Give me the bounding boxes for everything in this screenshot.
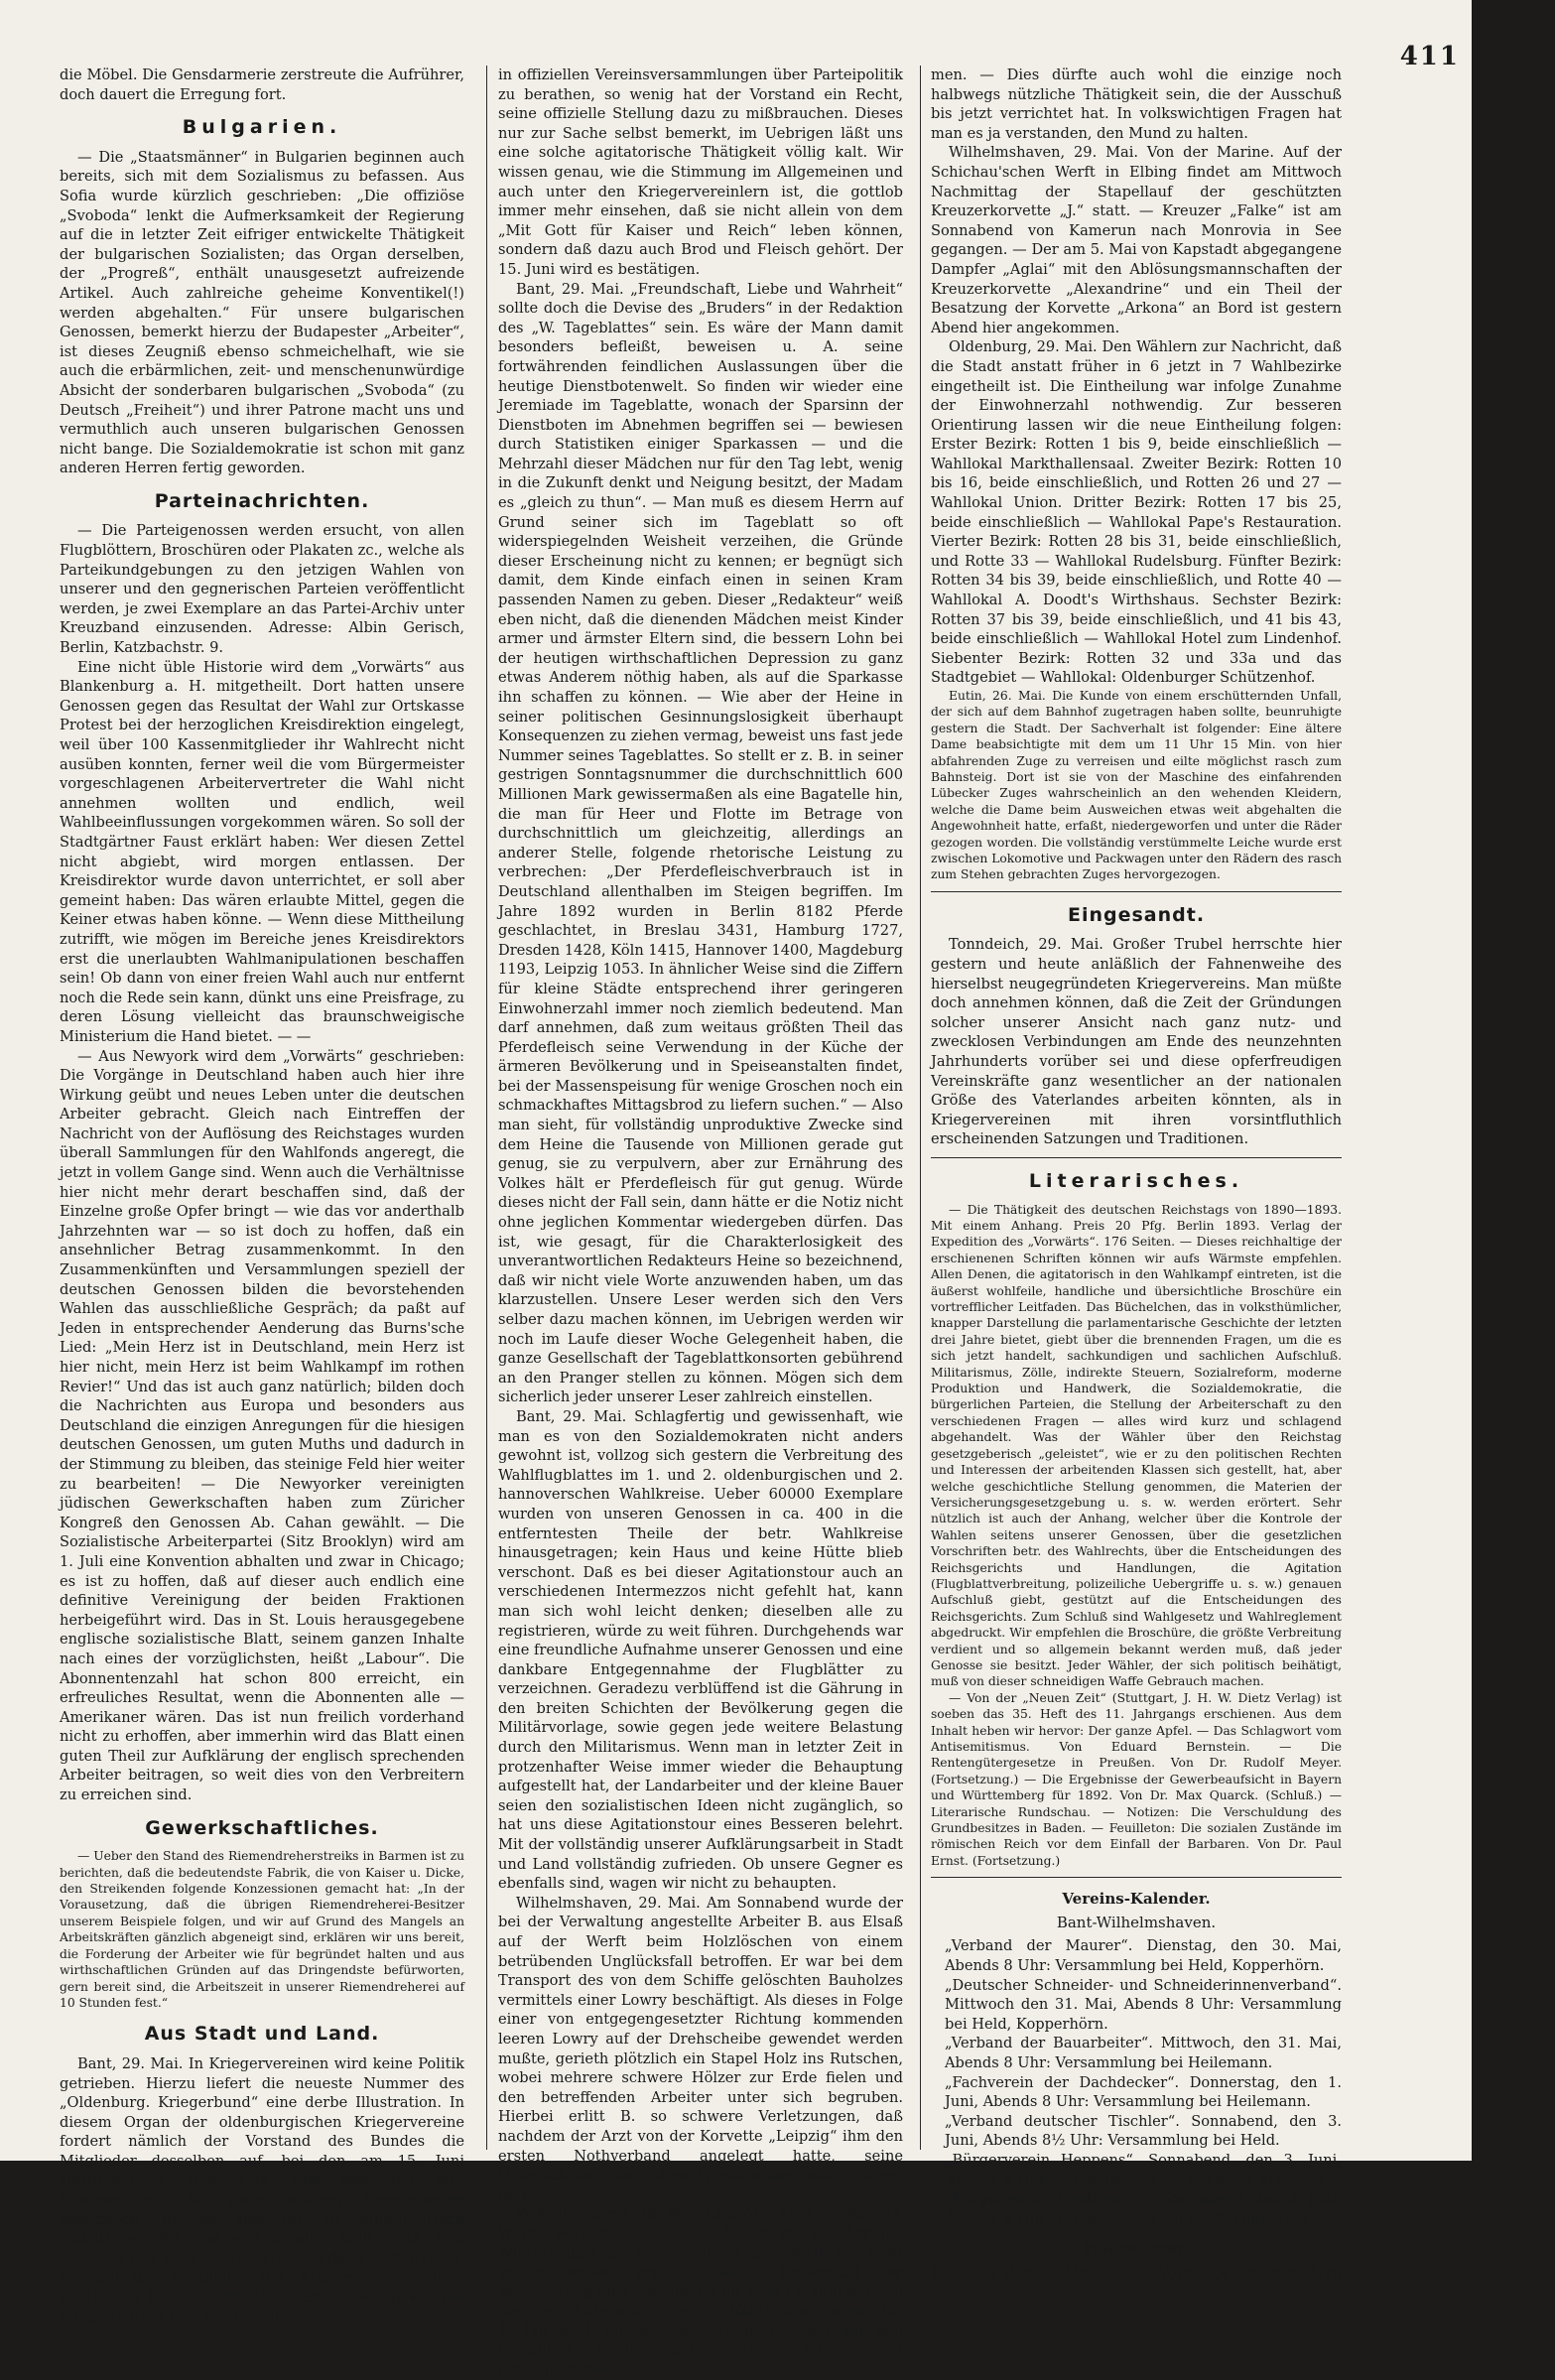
article-text: — Die Parteigenossen werden ersucht, von allen Flugblöttern, Broschüren oder Plakaten zc., welche als Parteikundgebungen zu den jetzigen Wahlen von unserer und den gegnerischen Parteien veröffentlicht werden, je zwei Exemplare an das Partei-Archiv unter Kreuzband einzusenden. Adresse: Albin Gerisch, Berlin, Katzbachstr. 9. <box>60 522 464 657</box>
section-heading-stadt-und-land: Aus Stadt und Land. <box>144 2023 380 2046</box>
article-text: — Die „Staatsmänner“ in Bulgarien beginnen auch bereits, sich mit dem Sozialismus zu befassen. Aus Sofia wurde kürzlich geschrieben: „Die offiziöse „Svoboda“ lenkt die Aufmerksamkeit der Regierung auf die in letzter Zeit eifriger entwickelte Thätigkeit der bulgarischen Sozialisten; das Organ derselben, der „Progreß“, enthält unausgesetzt aufreizende Artikel. Auch zahlreiche geheime Konventikel(!) werden abgehalten.“ Für unsere bulgarischen Genossen, bemerkt hierzu der Budapester „Arbeiter“, ist dieses Zeugniß ebenso schmeichelhaft, wie sie auch die erbärmlichen, zeit- und menschenunwürdige Absicht der sonderbaren bulgarischen „Svoboda“ (zu Deutsch „Freiheit“) und ihrer Patrone macht uns und vermuthlich auch unseren bulgarischen Genossen nicht bange. Die Sozialdemokratie ist schon mit ganz anderen Herren fertig geworden. <box>60 148 464 477</box>
calendar-item: „Deutscher Schneider- und Schneiderinnenverband“. Mittwoch den 31. Mai, Abends 8 Uhr: Versammlung bei Held, Kopperhörn. <box>945 1976 1342 2033</box>
section-heading-eingesandt: Eingesandt. <box>1067 903 1206 926</box>
article-text: Bant, 29. Mai. In Kriegervereinen wird keine Politik getrieben. Hierzu liefert die neueste Nummer des „Oldenburg. Kriegerbund“ eine derbe Illustration. In diesem Organ der oldenburgischen Kriegervereine fordert nämlich der Vorstand des Bundes die Mitglieder desselben auf, bei den am 15. Juni stattfindenden Neuwahlen zum Reichstag ihre Stimmen nur für einen solchen Abgeordneten abzugeben, welcher sich für die Militärvorlage eintritt. — Wer und was in aller Welt giebt dem Vorstand das Recht, seine Stellung dazu zu benutzen, um auf die Mitglieder der Kriegervereine einen politischen Einfluß auszuüben? Ebensowenig wie die Mitglieder ein Recht haben, ihr <box>60 2054 464 2325</box>
column-rule-1 <box>486 66 487 2150</box>
article-text: Eine nicht üble Historie wird dem „Vorwärts“ aus Blankenburg a. H. mitgetheilt. Dort hatten unsere Genossen gegen das Resultat der Wahl zur Ortskasse Protest bei der herzoglichen Kreisdirektion eingelegt, weil über 100 Kassenmitglieder ihr Wahlrecht nicht ausüben konnten, ferner weil die vom Bürgermeister vorgeschlagenen Arbeitervertreter die Wahl nicht annehmen wollten und endlich, weil Wahlbeeinflussungen vorgekommen wären. So soll der Stadtgärtner Faust erklärt haben: Wer diesen Zettel nicht abgiebt, wird morgen entlassen. Der Kreisdirektor wurde davon unterrichtet, er soll aber gemeint haben: Das wären erlaubte Mittel, gegen die Keiner etwas haben könne. — Wenn diese Mittheilung zutrifft, wie mögen im Bereiche jenes Kreisdirektors erst die unerlaubten Wahlmanipulationen beschaffen sein! Ob dann von einer freien Wahl auch nur entfernt noch die Rede sein kann, dünkt uns eine Preisfrage, zu deren Lösung vielleicht das braunschweigische Ministerium die Hand bietet. — — <box>60 658 464 1045</box>
article-text: Wilhelmshaven, 29. Mai. Von der Marine. Auf der Schichau'schen Werft in Elbing findet am Mittwoch Nachmittag der Stapellauf der geschützten Kreuzerkorvette „J.“ statt. — Kreuzer „Falke“ ist am Sonnabend von Kamerun nach Monrovia in See gegangen. — Der am 5. Mai von Kapstadt abgegangene Dampfer „Aglai“ mit den Ablösungsmannschaften der Kreuzerkorvette „Alexandrine“ und ein Theil der Besatzung der Korvette „Arkona“ an Bord ist gestern Abend hier angekommen. <box>931 144 1342 336</box>
hochwasser-date: Dienstag, den 30. Mai <box>931 2264 1094 2282</box>
calendar-item: „Bürgerverein Heppens“. Sonnabend, den 3. Juni, Abends 8 Uhr: Versammlung bei Sachtjen, Heppens. <box>945 2151 1342 2188</box>
article-text: die Möbel. Die Gensdarmerie zerstreute die Aufrührer, doch dauert die Erregung fort. <box>60 66 464 103</box>
calendar-item: „Verband deutscher Tischler“. Sonnabend, den 3. Juni, Abends 8½ Uhr: Versammlung bei Held. <box>945 2112 1342 2150</box>
divider <box>931 1157 1342 1158</box>
calendar-item: „Verband der Maurer“. Dienstag, den 30. Mai, Abends 8 Uhr: Versammlung bei Held, Kopperhörn. <box>945 1937 1342 1975</box>
article-text: Wilhelmshaven, 29. Mai. Am Sonnabend wurde der bei der Verwaltung angestellte Arbeiter B. aus Elsaß auf der Werft beim Holzlöschen von einem betrübenden Unglücksfall betroffen. Er war bei dem Transport des von dem Schiffe gelöschten Bauholzes vermittels einer Lowry beschäftigt. Als dieses in Folge einer von entgegengesetzter Richtung kommenden leeren Lowry auf der Drehscheibe gewendet werden mußte, gerieth plötzlich ein Stapel Holz ins Rutschen, wobei mehrere schwere Hölzer zur Erde fielen und den betreffenden Arbeiter unter sich begruben. Hierbei erlitt B. so schwere Verletzungen, daß nachdem der Arzt von der Korvette „Leipzig“ ihm den ersten Nothverband angelegt hatte, seine Ueberführung nach dem Werftkrankenhaus erfolgen mußte. <box>498 1894 903 2203</box>
article-text: Oldenburg, 29. Mai. Den Wählern zur Nachricht, daß die Stadt anstatt früher in 6 jetzt in 7 Wahlbezirke eingetheilt ist. Die Eintheilung war infolge Zunahme der Einwohnerzahl nothwendig. Zur besseren Orientirung lassen wir die neue Eintheilung folgen: Erster Bezirk: Rotten 1 bis 9, beide einschließlich — Wahllokal Markthallensaal. Zweiter Bezirk: Rotten 10 bis 16, beide einschließlich, und Rotten 26 und 27 — Wahllokal Union. Dritter Bezirk: Rotten 17 bis 25, beide einschließlich — Wahllokal Pape's Restauration. Vierter Bezirk: Rotten 28 bis 31, beide einschließlich, und Rotte 33 — Wahllokal Rudelsburg. Fünfter Bezirk: Rotten 34 bis 39, beide einschließlich, und Rotte 40 — Wahllokal A. Doodt's Wirthshaus. Sechster Bezirk: Rotten 37 bis 39, beide einschließlich, und 41 bis 43, beide einschließlich — Wahllokal Hotel zum Lindenhof. Siebenter Bezirk: Rotten 32 und 33a und das Stadtgebiet — Wahllokal: Oldenburger Schützenhof. <box>931 338 1342 687</box>
section-heading-gewerkschaftliches: Gewerkschaftliches. <box>145 1816 379 1839</box>
section-heading-bulgarien: Bulgarien. <box>182 116 342 139</box>
divider <box>931 1877 1342 1878</box>
article-text: Eutin, 26. Mai. Die Kunde von einem erschütternden Unfall, der sich auf dem Bahnhof zugetragen haben sollte, beunruhigte gestern die Stadt. Der Sachverhalt ist folgender: Eine ältere Dame beabsichtigte mit dem um 11 Uhr 15 Min. von hier abfahrenden Zuge zu verreisen und eilte möglichst rasch zum Bahnsteig. Dort ist sie von der Maschine des einfahrenden Lübecker Zuges wahrscheinlich an den wehenden Kleidern, welche die Dame beim Ausweichen etwas weit abgehalten die Angewohnheit hatte, erfaßt, niedergeworfen und unter die Räder gezogen worden. Die vollständig verstümmelte Leiche wurde erst zwischen Lokomotive und Packwagen unter den Rädern des rasch zum Stehen gebrachten Zuges hervorgezogen. <box>931 689 1342 882</box>
article-text: men. — Dies dürfte auch wohl die einzige noch halbwegs nützliche Thätigkeit sein, die der Ausschuß bis jetzt verrichtet hat. In volkswichtigen Fragen hat man es ja verstanden, den Mund zu halten. <box>931 66 1342 142</box>
article-text: Bant, 29. Mai. „Freundschaft, Liebe und Wahrheit“ sollte doch die Devise des „Bruders“ in der Redaktion des „W. Tageblattes“ sein. Es wäre der Mann damit besonders befleißt, beweisen u. A. seine fortwährenden feindlichen Auslassungen über die heutige Dienstbotenwelt. So finden wir wieder eine Jeremiade im Tageblatte, wonach der Sparsinn der Dienstboten im Abnehmen begriffen sei — bewiesen durch Statistiken einiger Sparkassen — und die Mehrzahl dieser Mädchen nur für den Tag lebt, wenig in die Zukunft denkt und Neigung besitzt, der Madam es „gleich zu thun“. — Man muß es diesem Herrn auf Grund seiner sich im Tageblatt so oft widerspiegelnden Weisheit verzeihen, die Gründe dieser Erscheinung nicht zu kennen; er begnügt sich damit, dem Kinde einfach einen in seinen Kram passenden Namen zu geben. Dieser „Redakteur“ weiß eben nicht, daß die dienenden Mädchen meist Kinder armer und ärmster Eltern sind, die bessern Lohn bei der heutigen wirthschaftlichen Depression zu ganz etwas Anderem nöthig haben, als auf die Sparkasse ihn schaffen zu können. — Wie aber der Heine in seiner politischen Gesinnungslosigkeit überhaupt Konsequenzen zu ziehen vermag, beweist uns fast jede Nummer seines Tageblattes. So stellt er z. B. in seiner gestrigen Sonntagsnummer die durchschnittlich 600 Millionen Mark gewissermaßen als eine Bagatelle hin, die man für Heer und Flotte im Betrage von durchschnittlich um gleichzeitig, allerdings an anderer Stelle, folgende rhetorische Leistung zu verbrechen: „Der Pferdefleischverbrauch ist in Deutschland allenthalben im Steigen begriffen. Im Jahre 1892 wurden in Berlin 8182 Pferde geschlachtet, in Breslau 3431, Hamburg 1727, Dresden 1428, Köln 1415, Hannover 1400, Magdeburg 1193, Leipzig 1053. In ähnlicher Weise sind die Ziffern für kleine Städte entsprechend ihrer geringeren Einwohnerzahl immer noch ziemlich bedeutend. Man darf annehmen, daß zum weitaus größten Theil das Pferdefleisch seine Verwendung in der Küche der ärmeren Bevölkerung und in Speiseanstalten findet, bei der Massenspeisung für wenige Groschen noch ein schmackhaftes Mittagsbrod zu liefern suchen.“ — Also man sieht, für vollständig unproduktive Zwecke sind dem Heine die Tausende von Millionen gerade gut genug, sie zu verpulvern, aber zur Ernährung des Volkes hält er Pferdefleisch für gut genug. Würde dieses nicht der Fall sein, dann hätte er die Notiz nicht ohne jeglichen Kommentar wiedergeben dürfen. Das ist, wie gesagt, für die Charakterlosigkeit des unverantwortlichen Redakteurs Heine so bezeichnend, daß wir nicht viele Worte anzuwenden haben, um das klarzustellen. Unsere Leser werden sich den Vers selber dazu machen können, im Uebrigen werden wir noch im Laufe dieser Woche Gelegenheit haben, die ganze Gesellschaft der Tageblattkonsorten gebührend an den Pranger stellen zu können. Mögen sich dem sicherlich jeder unserer Leser zahlreich einstellen. <box>498 280 903 1406</box>
divider <box>931 891 1342 892</box>
column-3 <box>931 66 1342 2282</box>
article-text: — Von der „Neuen Zeit“ (Stuttgart, J. H. W. Dietz Verlag) ist soeben das 35. Heft des 11. Jahrgangs erschienen. Aus dem Inhalt heben wir hervor: Der ganze Apfel. — Das Schlagwort vom Antisemitismus. Von Eduard Bernstein. — Die Rentengütergesetze in Preußen. Von Dr. Rudolf Meyer. (Fortsetzung.) — Die Ergebnisse der Gewerbeaufsicht in Bayern und Württemberg für 1892. Von Dr. Max Quarck. (Schluß.) — Literarische Rundschau. — Notizen: Die Verschuldung des Grundbesitzes in Baden. — Feuilleton: Die sozialen Zustände im römischen Reich vor dem Einfall der Barbaren. Von Dr. Paul Ernst. (Fortsetzung.) <box>931 1690 1342 1868</box>
column-2 <box>498 66 903 2379</box>
article-text: — Ueber den Stand des Riemendreherstreiks in Barmen ist zu berichten, daß die bedeutendste Fabrik, die von Kaiser u. Dicke, den Streikenden folgende Konzessionen gemacht hat: „In der Vorausetzung, daß die übrigen Riemendreherei-Besitzer unserem Beispiele folgen, und wir auf Grund des Mangels an Arbeitskräften gänzlich abgeneigt sind, erklären wir uns bereit, die Forderung der Arbeiter wie für begründet halten und aus wirthschaftlichen Gründen auf das Dringendste befürworten, gern bereit sind, die Arbeitszeit in unserer Riemendreherei auf 10 Stunden fest.“ <box>60 1849 464 2010</box>
column-1 <box>60 66 464 2325</box>
article-text: Wilhelmshaven, 29. Mai. Laut Anschlag der Kaiserl. Werft werden Diejenigen, die ihren diesjährigen Winterbedarf an Kohlen durch die Werft beschafft wissen wollen, ersucht, behufs Uebersicht der Betheiligung ihre Anmeldung bis zum 14. Juni d. J. bei den resp. Mitgliedern des Wohlfahrts-Ausschusses bis 1. Juli d. J. einzureichen. Theilzahlungen auf den bestellten Kohlenbedarf werden schon jetzt entgegengenom- <box>498 2205 903 2379</box>
column-rule-2 <box>920 66 921 2150</box>
section-heading-literarisches: Literarisches. <box>1028 1170 1244 1192</box>
calendar-item: „Bürgerverein Neubremen“. Sonnabend, den 3. Juni, Abends 8 Uhr: Versammlung bei Held, Kopperhörn. <box>945 2190 1342 2227</box>
calendar-item: „Verband der Bauarbeiter“. Mittwoch, den 31. Mai, Abends 8 Uhr: Versammlung bei Heilemann. <box>945 2035 1342 2071</box>
hochwasser-row <box>931 2264 1342 2284</box>
article-text: Bant, 29. Mai. Schlagfertig und gewissenhaft, wie man es von den Sozialdemokraten nicht anders gewohnt ist, vollzog sich gestern die Verbreitung des Wahlflugblattes im 1. und 2. oldenburgischen und 2. hannoverschen Wahlkreise. Ueber 60000 Exemplare wurden von unseren Genossen in ca. 400 in die entferntesten Theile der betr. Wahlkreise hinausgetragen; kein Haus und keine Hütte blieb verschont. Daß es bei dieser Agitationstour auch an verschiedenen Intermezzos nicht gefehlt hat, kann man sich wohl leicht denken; dieselben alle zu registrieren, würde zu weit führen. Durchgehends war eine freundliche Aufnahme unserer Genossen und eine dankbare Entgegennahme der Flugblätter zu verzeichnen. Geradezu verblüffend ist die Gährung in den breiten Schichten der Bevölkerung gegen die Militärvorlage, sowie gegen jede weitere Belastung durch den Militarismus. Wenn man in letzter Zeit in protzenhafter Weise immer wieder die Behauptung aufgestellt hat, der Landarbeiter und der kleine Bauer seien den sozialistischen Ideen nicht zugänglich, so hat uns diese Agitationstour eines Besseren belehrt. Mit der vollständig unserer Aufklärungsarbeit in Stadt und Land vollständig zufrieden. Ob unsere Gegner es ebenfalls sind, wagen wir nicht zu behaupten. <box>498 1407 903 1893</box>
calendar-heading: Vereins-Kalender. <box>1062 1890 1211 1909</box>
article-text: — Die Thätigkeit des deutschen Reichstags von 1890—1893. Mit einem Anhang. Preis 20 Pfg. Berlin 1893. Verlag der Expedition des „Vorwärts“. 176 Seiten. — Dieses reichhaltige der erschienenen Schriften können wir aufs Wärmste empfehlen. Allen Denen, die agitatorisch in den Wahlkampf eintreten, ist die äußerst wohlfeile, handliche und übersichtliche Broschüre ein vortrefflicher Leitfaden. Das Büchelchen, das in volksthümlicher, knapper Darstellung die parlamentarische Geschichte der letzten drei Jahre bietet, giebt über die brennenden Fragen, um die es sich jetzt handelt, sachkundigen und sachlichen Aufschluß. Militarismus, Zölle, indirekte Steuern, Sozialreform, moderne Produktion und Handwerk, die Sozialdemokratie, die bürgerlichen Parteien, die Stellung der Arbeiterschaft zu den verschiedenen Fragen — alles wird kurz und schlagend abgehandelt. Was der Wähler über den Reichstag gesetzgeberisch „geleistet“, wie er zu den politischen Rechten und Interessen der arbeitenden Klassen sich gestellt, hat, aber welche geschichtliche Stellung genommen, die Materien der Versicherungsgesetzgebung u. s. w. werden erörtert. Sehr nützlich ist auch der Anhang, welcher über die Kontrole der Wahlen seitens unserer Genossen, über die gesetzlichen Vorschriften betr. des Wahlrechts, über die Entscheidungen des Reichsgerichts und Handlungen, die Agitation (Flugblattverbreitung, polizeiliche Uebergriffe u. s. w.) genauen Aufschluß giebt, gestützt auf die Entscheidungen des Reichsgerichts. Zum Schluß sind Wahlgesetz und Wahlreglement abgedruckt. Wir empfehlen die Broschüre, die größte Verbreitung verdient und so allgemein bekannt werden muß, daß jeder Genosse sie besitzt. Jeder Wähler, der sich politisch beihätigt, muß von dieser schneidigen Waffe Gebrauch machen. <box>931 1202 1342 1689</box>
article-text: Tonndeich, 29. Mai. Großer Trubel herrschte hier gestern und heute anläßlich der Fahnenweihe des hierselbst neugegründeten Kriegervereins. Man müßte doch annehmen können, daß die Zeit der Gründungen solcher unserer Ansicht nach ganz nutz- und zwecklosen Verbindungen am Ende des neunzehnten Jahrhunderts vorüber sei und diese opferfreudigen Vereinskräfte ganz wesentlicher an der nationalen Größe des Vaterlandes arbeiten könnten, als in Kriegervereinen mit ihren vorsintfluthlich erscheinenden Satzungen und Traditionen. <box>931 936 1342 1148</box>
page-number: 411 <box>1399 42 1460 71</box>
hochwasser-times: Vorm. 0,47, Nachm. 1,70 <box>1158 2264 1342 2282</box>
article-text: in offiziellen Vereinsversammlungen über Parteipolitik zu berathen, so wenig hat der Vorstand ein Recht, seine offizielle Stellung dazu zu mißbrauchen. Dieses nur zur Sache selbst bemerkt, im Uebrigen läßt uns eine solche agitatorische Thätigkeit völlig kalt. Wir wissen genau, wie die Stimmung im Allgemeinen und auch unter den Kriegervereinlern ist, die gottlob immer mehr einsehen, daß sie nicht allein von dem „Mit Gott für Kaiser und Reich“ leben können, sondern daß dazu auch Brod und Fleisch gehört. Der 15. Juni wird es bestätigen. <box>498 66 903 278</box>
calendar-item: „Fachverein der Dachdecker“. Donnerstag, den 1. Juni, Abends 8 Uhr: Versammlung bei Heilemann. <box>945 2073 1342 2111</box>
section-heading-parteinachrichten: Parteinachrichten. <box>154 489 370 512</box>
article-text: — Aus Newyork wird dem „Vorwärts“ geschrieben: Die Vorgänge in Deutschland haben auch hier ihre Wirkung geübt und neues Leben unter die deutschen Arbeiter gebracht. Gleich nach Eintreffen der Nachricht von der Auflösung des Reichstages wurden überall Sammlungen für den Wahlfonds angeregt, die jetzt in vollem Gange sind. Wenn auch die Verhältnisse hier nicht mehr derart beschaffen sind, daß der Einzelne große Opfer bringt — wie das vor anderthalb Jahrzehnten war — so ist doch zu hoffen, daß ein ansehnlicher Betrag zusammenkommt. In den Zusammenkünften und Versammlungen speziell der deutschen Genossen bilden die bevorstehenden Wahlen das ausschließliche Gespräch; da paßt auf Jeden in entsprechender Aenderung das Burns'sche Lied: „Mein Herz ist in Deutschland, mein Herz ist hier nicht, mein Herz ist beim Wahlkampf im rothen Revier!“ Und das ist auch ganz natürlich; bilden doch die Nachrichten aus Europa und besonders aus Deutschland die einzigen Anregungen für die hiesigen deutschen Genossen, um guten Muths und dadurch in der Stimmung zu bleiben, das steinige Feld hier weiter zu bearbeiten! — Die Newyorker vereinigten jüdischen Gewerkschaften haben zum Züricher Kongreß den Genossen Ab. Cahan gewählt. — Die Sozialistische Arbeiterpartei (Sitz Brooklyn) wird am 1. Juli eine Konvention abhalten und zwar in Chicago; es ist zu hoffen, daß auf dieser auch endlich eine definitive Vereinigung der beiden Fraktionen herbeigeführt wird. Das in St. Louis herausgegebene englische sozialistische Blatt, seinem ganzen Inhalte nach eines der vorzüglichsten, heißt „Labour“. Die Abonnentenzahl hat schon 800 erreicht, ein erfreuliches Resultat, wenn die Abonnenten alle — Amerikaner wären. Das ist nun freilich vorderhand nicht zu erhoffen, aber immerhin wird das Blatt einen guten Theil zur Aufklärung der englisch sprechenden Arbeiter beitragen, so weit dies von den Verbreitern zu erreichen sind. <box>60 1047 464 1804</box>
calendar-subheading: Bant-Wilhelmshaven. <box>1056 1913 1217 1931</box>
hochwasser-heading: Hochwasser. <box>1084 2240 1189 2259</box>
